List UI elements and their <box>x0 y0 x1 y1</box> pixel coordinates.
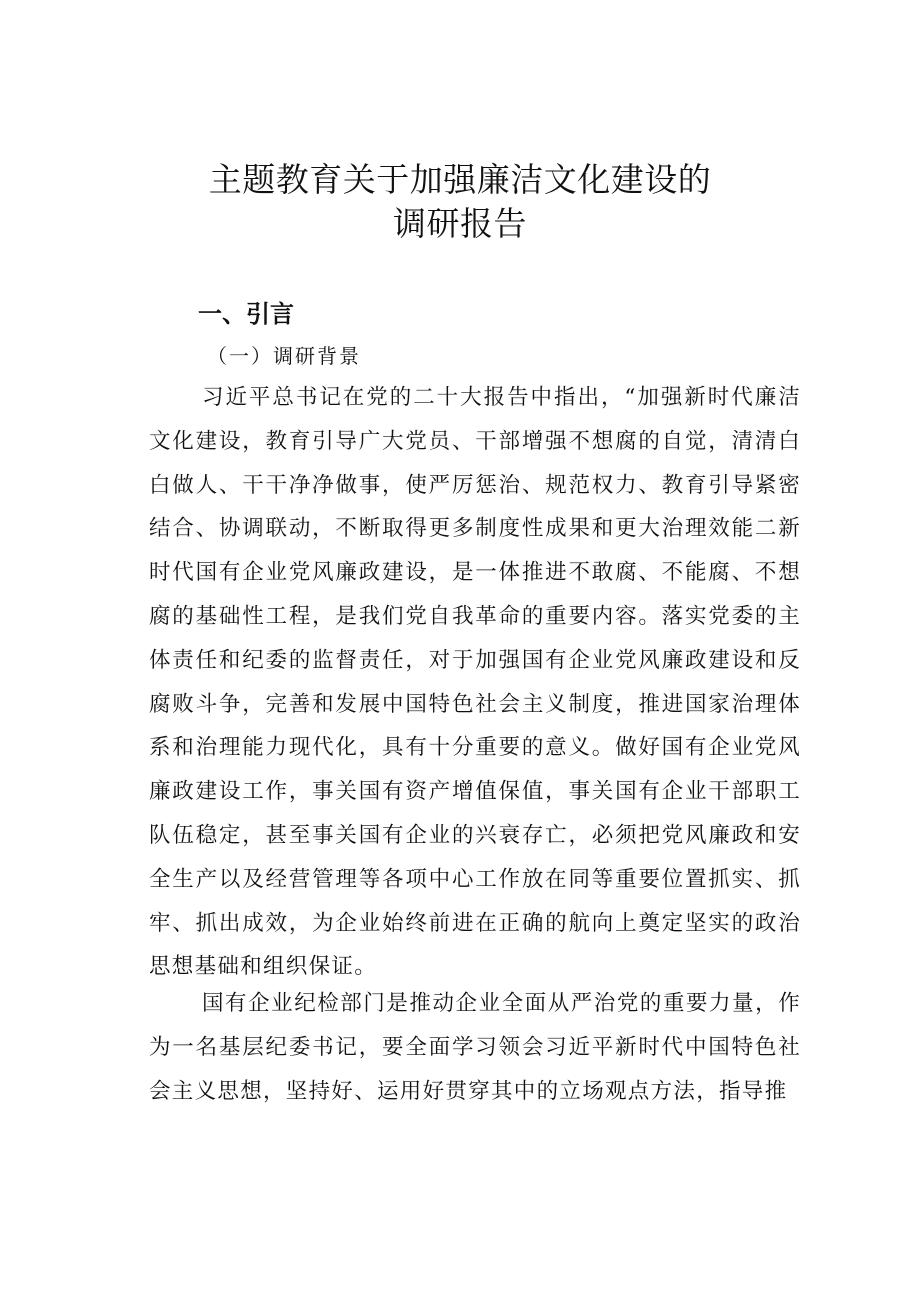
subsection-heading-background: （一）调研背景 <box>207 344 361 368</box>
section-heading-introduction: 一、引言 <box>198 300 294 328</box>
body-paragraph: 习近平总书记在党的二十大报告中指出，“加强新时代廉洁文化建设，教育引导广大党员、干部增强不想腐的自觉，清清白白做人、干干净净做事，使严厉惩治、规范权力、教育引导紧密结合、协调联动，不断取得更多制度性成果和更大治理效能二新时代国有企业党风廉政建设，是一体推进不敢腐、不能腐、不想腐的基础性工程，是我们党自我革命的重要内容。落实党委的主体责任和纪委的监督责任，对于加强国有企业党风廉政建设和反腐败斗争，完善和发展中国特色社会主义制度，推进国家治理体系和治理能力现代化，具有十分重要的意义。做好国有企业党风廉政建设工作，事关国有资产增值保值，事关国有企业干部职工队伍稳定，甚至事关国有企业的兴衰存亡，必须把党风廉政和安全生产以及经营管理等各项中心工作放在同等重要位置抓实、抓牢、抓出成效，为企业始终前进在正确的航向上奠定坚实的政治思想基础和组织保证。 <box>149 385 801 980</box>
document-title-line1: 主题教育关于加强廉洁文化建设的 <box>208 160 712 199</box>
document-title-line2: 调研报告 <box>393 204 527 243</box>
body-paragraph: 国有企业纪检部门是推动企业全面从严治党的重要力量，作为一名基层纪委书记，要全面学习领会习近平新时代中国特色社会主义思想，坚持好、运用好贯穿其中的立场观点方法，指导推 <box>149 991 801 1104</box>
